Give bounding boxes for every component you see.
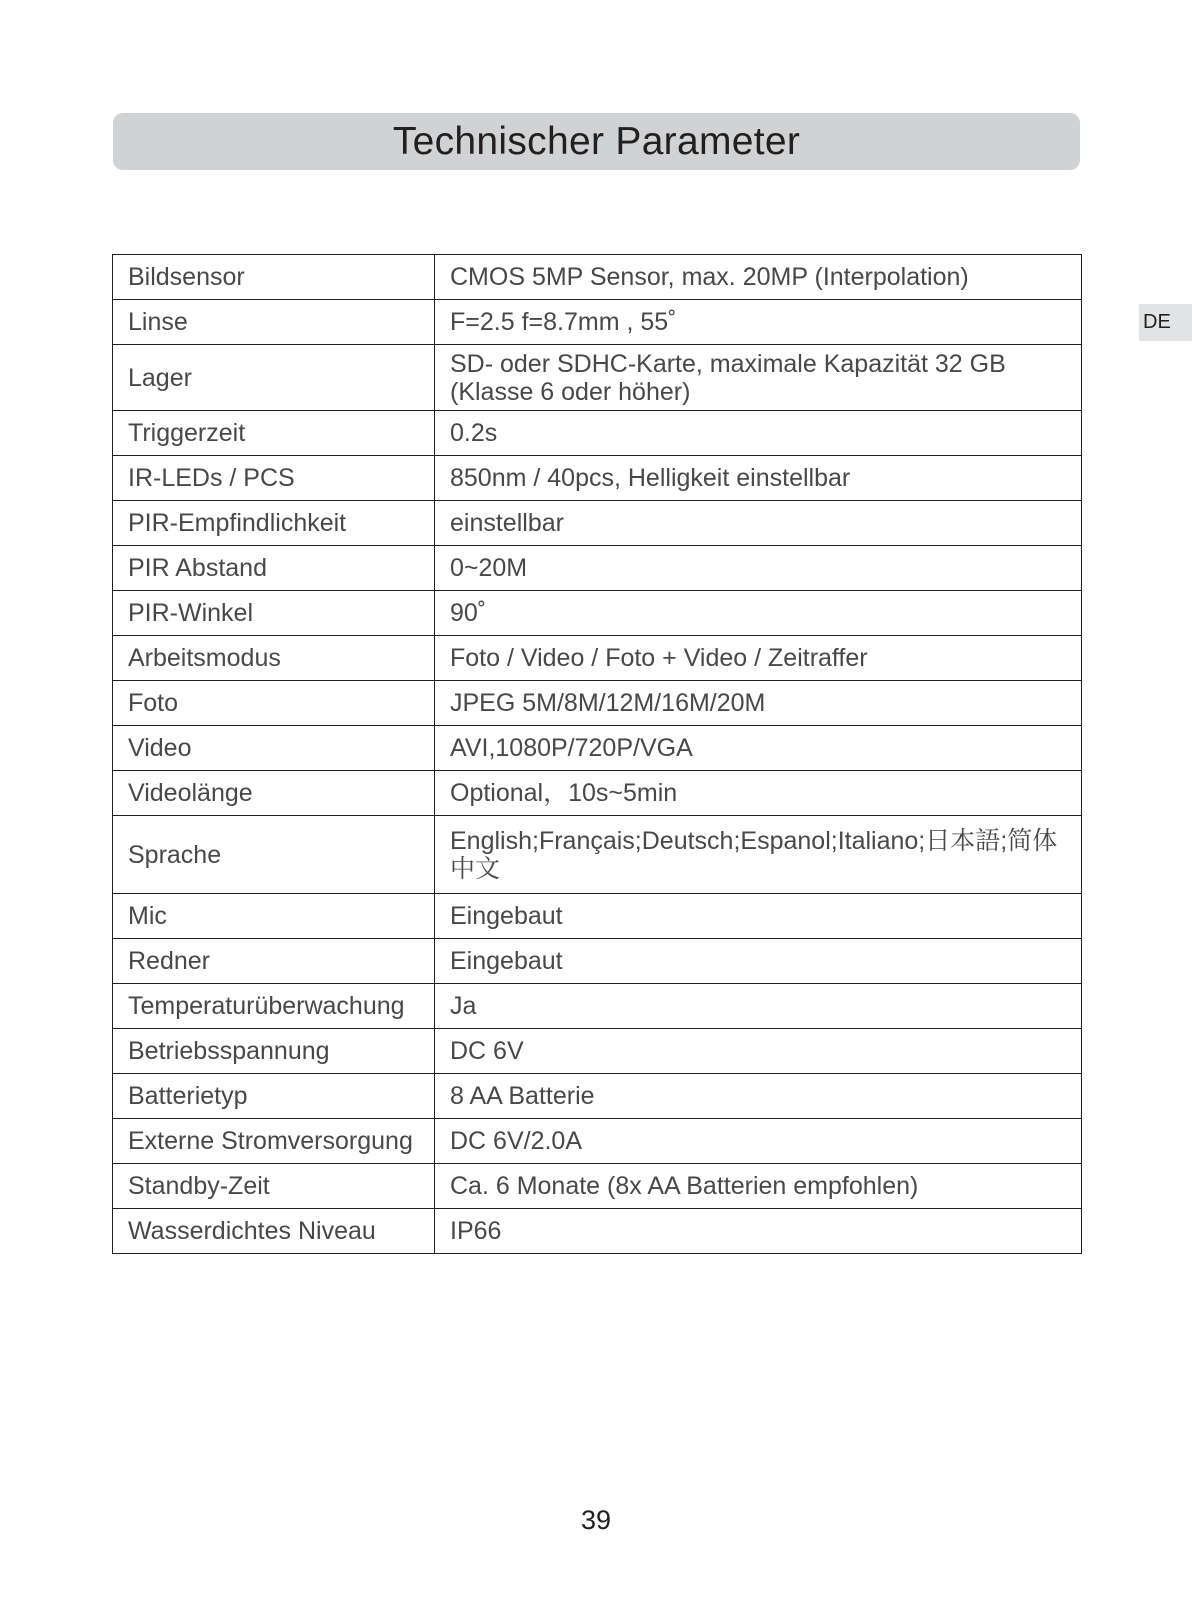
table-row	[113, 681, 1082, 726]
table-row	[113, 939, 1082, 984]
table-row	[113, 1074, 1082, 1119]
spec-value: Foto / Video / Foto + Video / Zeitraffer	[435, 636, 1082, 681]
spec-value: 8 AA Batterie	[435, 1074, 1082, 1119]
spec-value: Optional，10s~5min	[435, 771, 1082, 816]
spec-value: Ja	[435, 984, 1082, 1029]
spec-label: Standby-Zeit	[113, 1164, 435, 1209]
spec-value: CMOS 5MP Sensor, max. 20MP (Interpolation)	[435, 255, 1082, 300]
spec-value: Eingebaut	[435, 939, 1082, 984]
spec-label: Wasserdichtes Niveau	[113, 1209, 435, 1254]
table-row	[113, 1029, 1082, 1074]
table-row	[113, 501, 1082, 546]
spec-label: Bildsensor	[113, 255, 435, 300]
spec-label: Arbeitsmodus	[113, 636, 435, 681]
page-title-bar	[113, 113, 1080, 170]
spec-value: AVI,1080P/720P/VGA	[435, 726, 1082, 771]
page-title: Technischer Parameter	[392, 119, 801, 163]
spec-value: JPEG 5M/8M/12M/16M/20M	[435, 681, 1082, 726]
spec-table	[112, 254, 1082, 1254]
spec-value: Eingebaut	[435, 894, 1082, 939]
spec-label: Triggerzeit	[113, 411, 435, 456]
spec-label: PIR-Winkel	[113, 591, 435, 636]
table-row	[113, 546, 1082, 591]
table-row	[113, 1209, 1082, 1254]
spec-label: Lager	[113, 345, 435, 411]
table-row	[113, 984, 1082, 1029]
spec-value: English;Français;Deutsch;Espanol;Italiano;日本語;简体中文	[435, 816, 1082, 894]
table-row	[113, 1119, 1082, 1164]
language-tab-label: DE	[1143, 311, 1171, 333]
spec-label: Mic	[113, 894, 435, 939]
spec-value: 850nm / 40pcs, Helligkeit einstellbar	[435, 456, 1082, 501]
spec-value: einstellbar	[435, 501, 1082, 546]
table-row	[113, 1164, 1082, 1209]
spec-value: 0.2s	[435, 411, 1082, 456]
spec-label: Externe Stromversorgung	[113, 1119, 435, 1164]
spec-label: Foto	[113, 681, 435, 726]
table-row	[113, 726, 1082, 771]
spec-value: IP66	[435, 1209, 1082, 1254]
spec-value: SD- oder SDHC-Karte, maximale Kapazität 32 GB (Klasse 6 oder höher)	[435, 345, 1082, 411]
table-row	[113, 816, 1082, 894]
spec-value: Ca. 6 Monate (8x AA Batterien empfohlen)	[435, 1164, 1082, 1209]
table-row	[113, 345, 1082, 411]
table-row	[113, 300, 1082, 345]
spec-label: Linse	[113, 300, 435, 345]
spec-label: Temperaturüberwachung	[113, 984, 435, 1029]
table-row	[113, 456, 1082, 501]
table-row	[113, 894, 1082, 939]
spec-value: DC 6V	[435, 1029, 1082, 1074]
table-row	[113, 411, 1082, 456]
spec-value: 90˚	[435, 591, 1082, 636]
spec-value: F=2.5 f=8.7mm , 55˚	[435, 300, 1082, 345]
table-row	[113, 771, 1082, 816]
table-row	[113, 636, 1082, 681]
spec-label: Redner	[113, 939, 435, 984]
spec-value: 0~20M	[435, 546, 1082, 591]
spec-value: DC 6V/2.0A	[435, 1119, 1082, 1164]
table-row	[113, 255, 1082, 300]
spec-label: IR-LEDs / PCS	[113, 456, 435, 501]
table-row	[113, 591, 1082, 636]
spec-label: PIR Abstand	[113, 546, 435, 591]
spec-label: Batterietyp	[113, 1074, 435, 1119]
spec-label: Video	[113, 726, 435, 771]
spec-label: PIR-Empfindlichkeit	[113, 501, 435, 546]
page-number: 39	[580, 1505, 612, 1535]
language-tab	[1139, 304, 1192, 341]
spec-label: Betriebsspannung	[113, 1029, 435, 1074]
spec-label: Sprache	[113, 816, 435, 894]
spec-label: Videolänge	[113, 771, 435, 816]
